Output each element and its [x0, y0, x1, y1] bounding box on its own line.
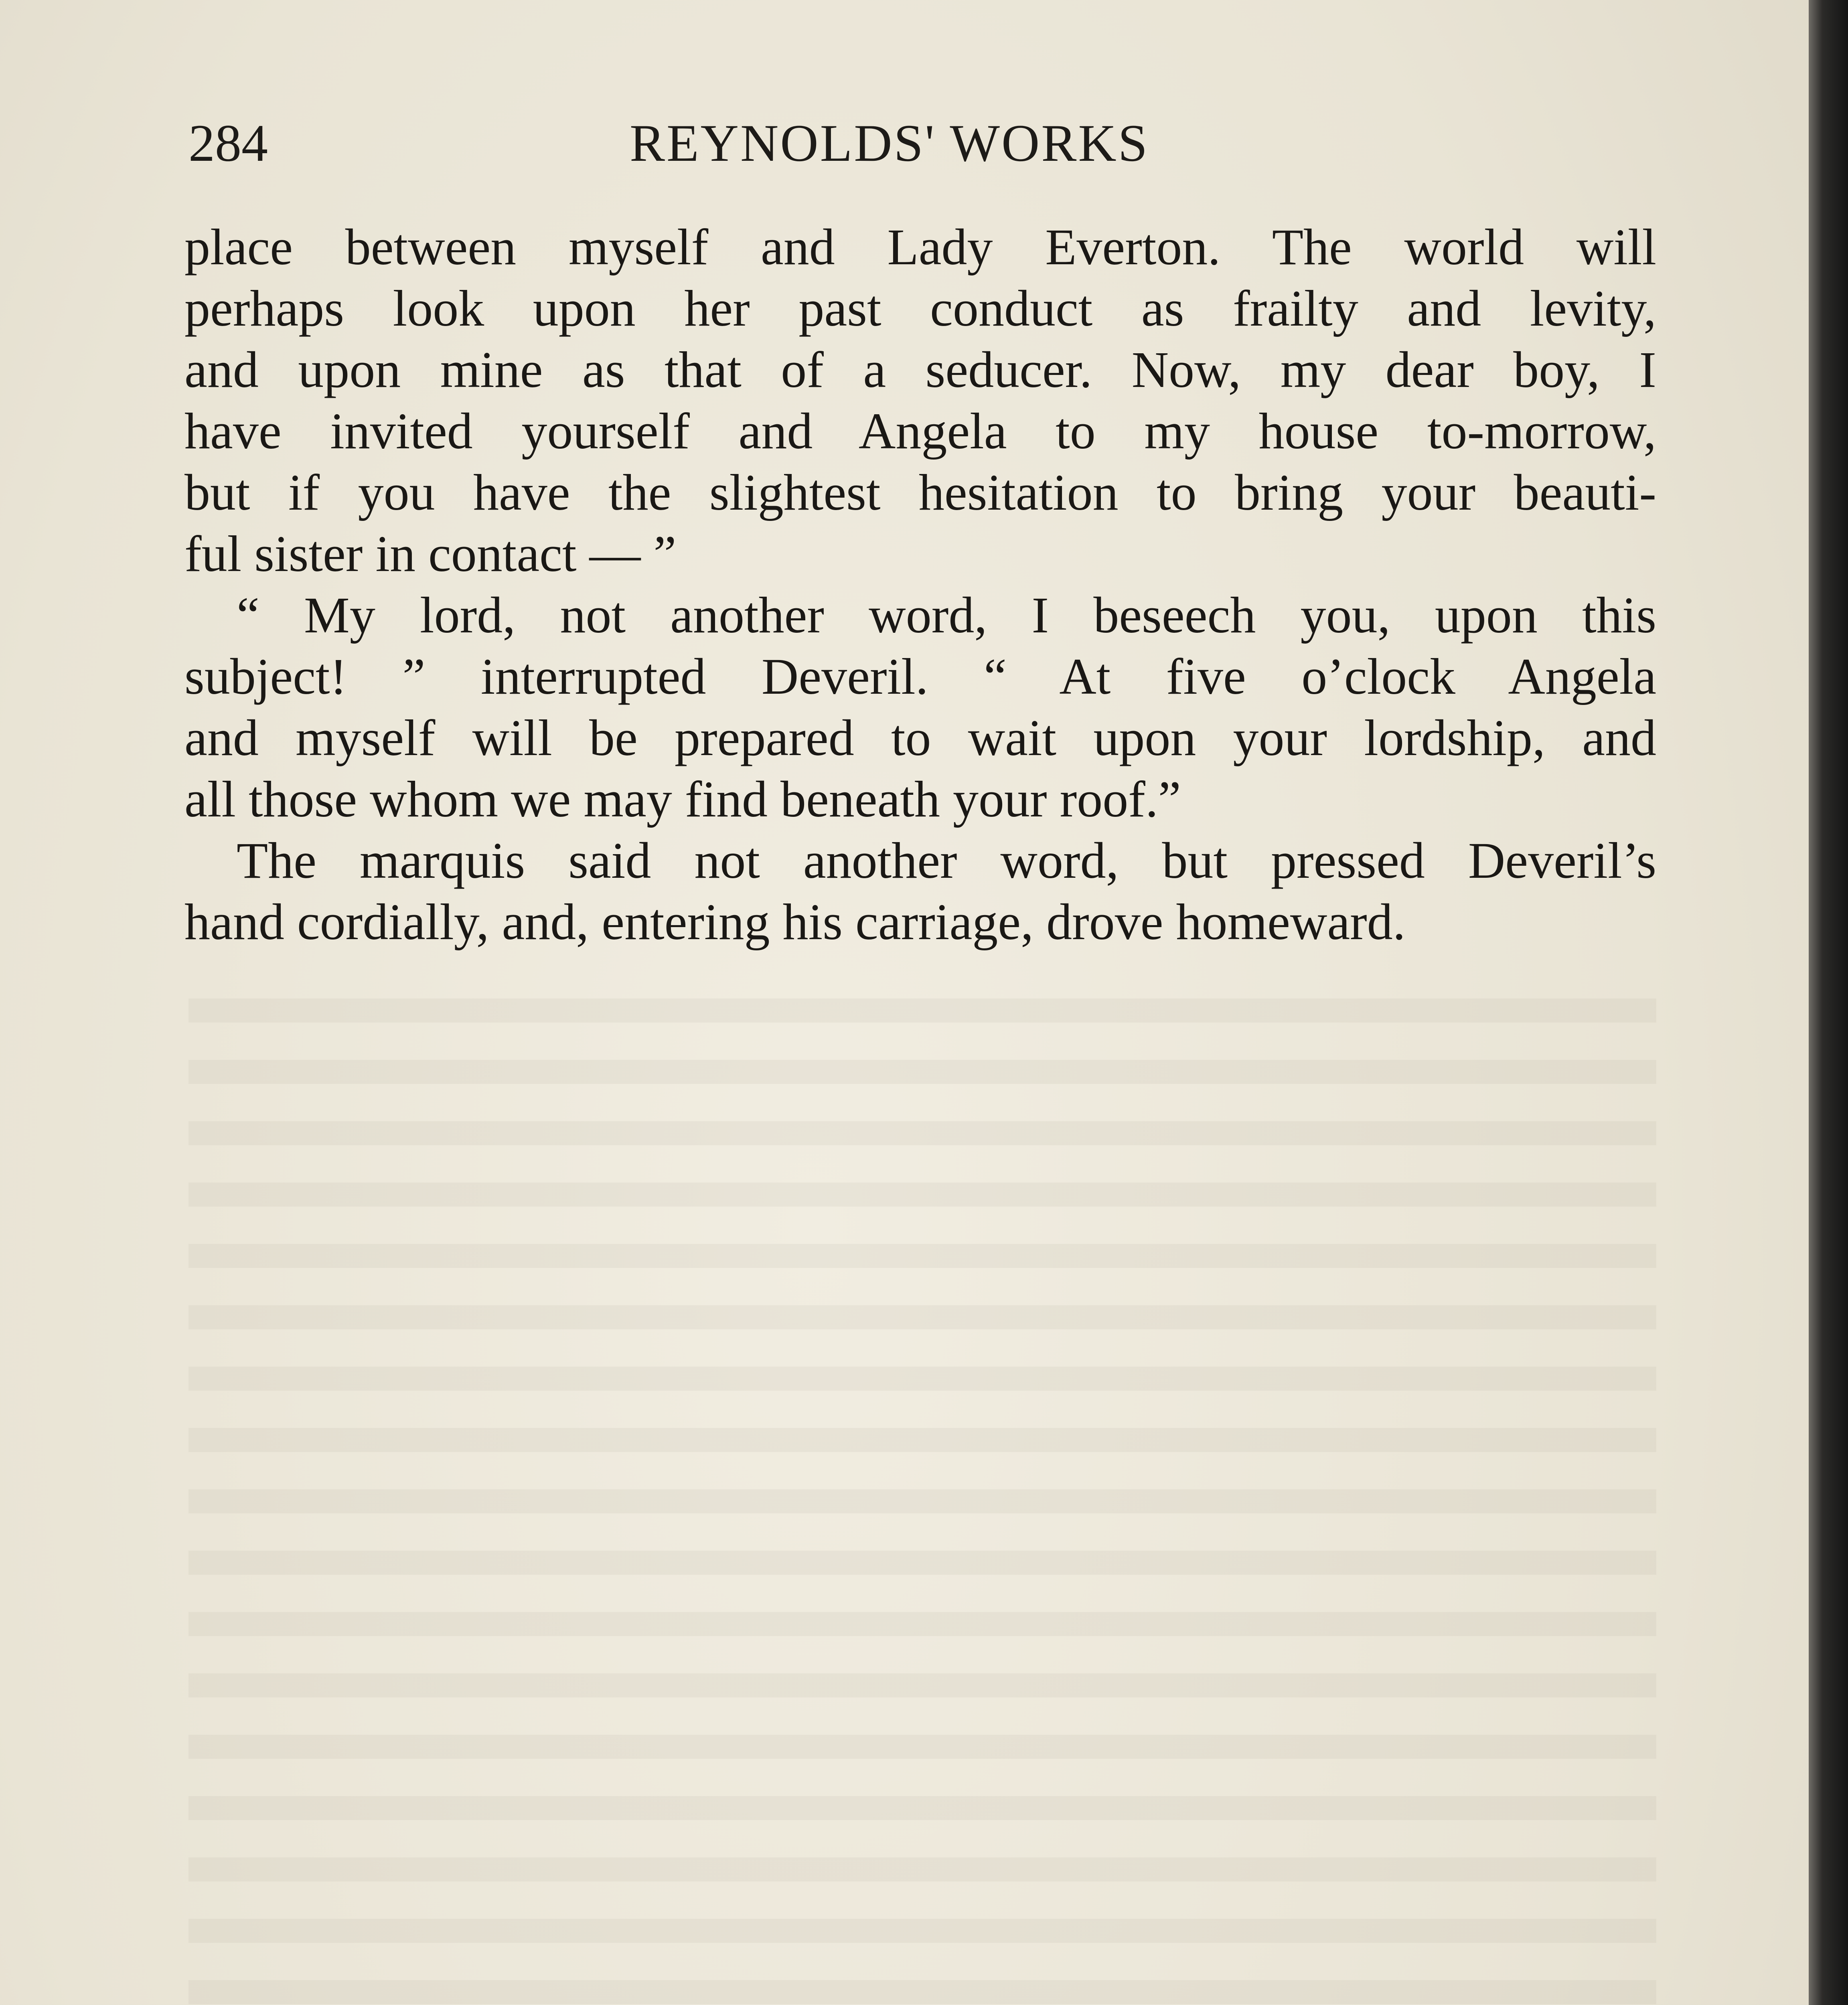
running-head: REYNOLDS' WORKS: [630, 113, 1149, 172]
text-line: and myself will be prepared to wait upon your lordship, and: [184, 709, 1656, 766]
text-line: all those whom we may find beneath your roof.”: [184, 771, 1181, 828]
text-line: but if you have the slightest hesitation to bring your beauti-: [184, 464, 1656, 521]
text-line: “ My lord, not another word, I beseech you, upon this: [237, 587, 1656, 644]
text-line: subject! ” interrupted Deveril. “ At five o’clock Angela: [184, 648, 1656, 705]
page-header: [188, 100, 1656, 180]
text-line: hand cordially, and, entering his carriage, drove homeward.: [184, 893, 1406, 950]
body-text: [184, 217, 1656, 953]
book-spine: [1809, 0, 1848, 2005]
text-line: have invited yourself and Angela to my house to-morrow,: [184, 403, 1656, 460]
text-line: and upon mine as that of a seducer. Now, my dear boy, I: [184, 341, 1656, 398]
show-through-text: [188, 974, 1656, 2005]
page-number: 284: [188, 113, 268, 172]
text-line: The marquis said not another word, but pressed Deveril’s: [237, 832, 1656, 889]
text-line: perhaps look upon her past conduct as frailty and levity,: [184, 280, 1656, 337]
text-line: place between myself and Lady Everton. The world will: [184, 219, 1656, 275]
text-line: ful sister in contact — ”: [184, 525, 677, 582]
